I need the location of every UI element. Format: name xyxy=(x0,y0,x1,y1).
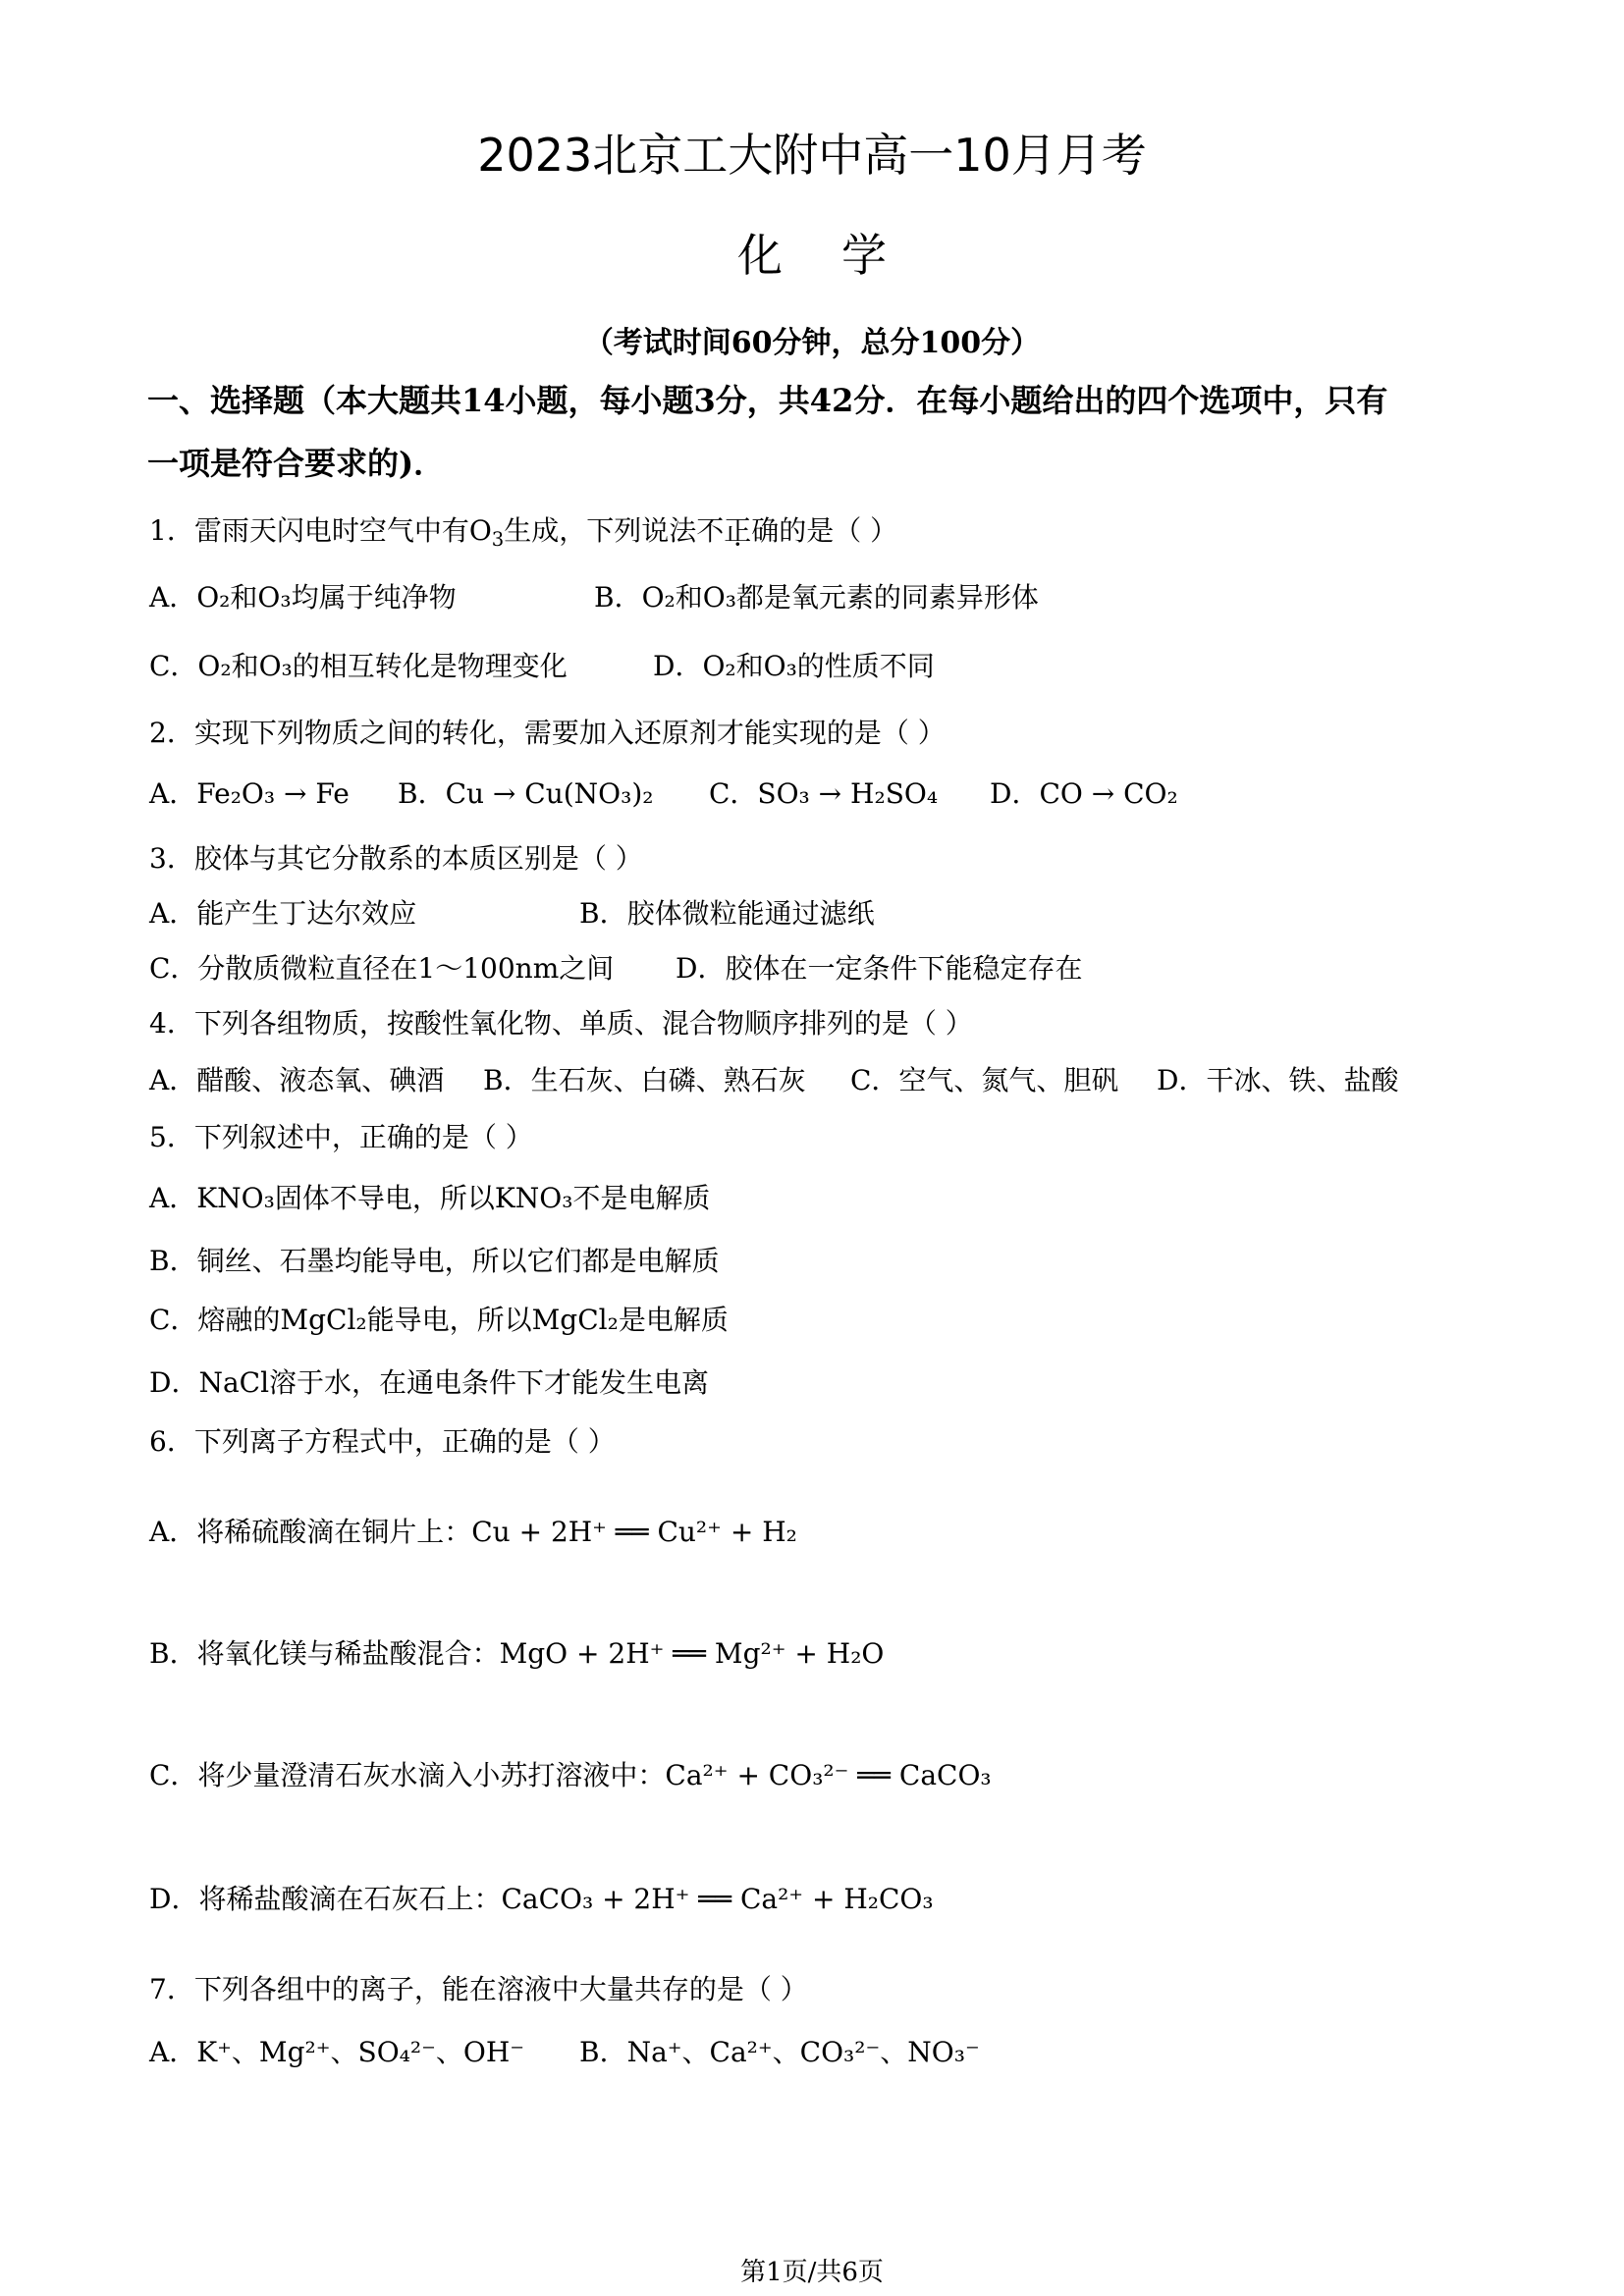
q4-option-b: B．生石灰、白磷、熟石灰 xyxy=(483,1064,806,1096)
q6-option-b: B．将氧化镁与稀盐酸混合：MgO + 2H⁺ ══ Mg²⁺ + H₂O xyxy=(149,1637,885,1670)
q2-option-d: D．CO → CO₂ xyxy=(990,777,1178,810)
q4-option-a: A．醋酸、液态氧、碘酒 xyxy=(149,1064,445,1096)
exam-note: （考试时间60分钟，总分100分） xyxy=(583,326,1041,360)
q2-option-b: B．Cu → Cu(NO₃)₂ xyxy=(398,777,654,810)
q1-emphasis-text: 不正确 xyxy=(696,514,780,547)
q1-stem-subscript: 3 xyxy=(491,527,505,551)
q5-option-c: C．熔融的MgCl₂能导电，所以MgCl₂是电解质 xyxy=(149,1304,729,1336)
q5-option-d: D．NaCl溶于水，在通电条件下才能发生电离 xyxy=(149,1366,710,1399)
q3-option-b: B．胶体微粒能通过滤纸 xyxy=(579,897,875,930)
q3-option-c: C．分散质微粒直径在1～100nm之间 xyxy=(149,952,615,985)
q1-stem-part-b: 生成，下列说法 xyxy=(504,514,697,547)
q1-stem-part-c: 的是（ ） xyxy=(779,514,898,547)
q7-stem: 7．下列各组中的离子，能在溶液中大量共存的是（ ） xyxy=(149,1973,808,2005)
q2-option-c: C．SO₃ → H₂SO₄ xyxy=(709,777,939,810)
q1-option-d: D．O₂和O₃的性质不同 xyxy=(653,650,935,682)
page-number: 第1页/共6页 xyxy=(740,2258,884,2287)
q3-option-d: D．胶体在一定条件下能稳定存在 xyxy=(676,952,1083,985)
q7-option-a: A．K⁺、Mg²⁺、SO₄²⁻、OH⁻ xyxy=(149,2036,525,2068)
q5-stem: 5．下列叙述中，正确的是（ ） xyxy=(149,1121,533,1153)
subject-title: 化学 xyxy=(737,229,946,282)
q6-option-c: C．将少量澄清石灰水滴入小苏打溶液中：Ca²⁺ + CO₃²⁻ ══ CaCO₃ xyxy=(149,1759,992,1791)
q3-option-a: A．能产生丁达尔效应 xyxy=(149,897,417,930)
q1-stem xyxy=(149,514,897,557)
q1-option-b: B．O₂和O₃都是氧元素的同素异形体 xyxy=(594,581,1039,614)
q5-option-a: A．KNO₃固体不导电，所以KNO₃不是电解质 xyxy=(149,1182,711,1214)
section-heading-line1: 一、选择题（本大题共14小题，每小题3分，共42分．在每小题给出的四个选项中，只有 xyxy=(147,382,1388,419)
q6-option-a: A．将稀硫酸滴在铜片上：Cu + 2H⁺ ══ Cu²⁺ + H₂ xyxy=(149,1516,797,1548)
exam-title: 2023北京工大附中高一10月月考 xyxy=(477,129,1147,182)
q2-option-a: A．Fe₂O₃ → Fe xyxy=(149,777,350,810)
q5-option-b: B．铜丝、石墨均能导电，所以它们都是电解质 xyxy=(149,1245,720,1277)
q4-option-d: D．干冰、铁、盐酸 xyxy=(1157,1064,1399,1096)
q7-option-b: B．Na⁺、Ca²⁺、CO₃²⁻、NO₃⁻ xyxy=(579,2036,980,2068)
section-heading-line2: 一项是符合要求的)． xyxy=(147,445,446,482)
q1-option-c: C．O₂和O₃的相互转化是物理变化 xyxy=(149,650,568,682)
q3-stem: 3．胶体与其它分散系的本质区别是（ ） xyxy=(149,842,643,875)
q4-stem: 4．下列各组物质，按酸性氧化物、单质、混合物顺序排列的是（ ） xyxy=(149,1007,973,1040)
q6-option-d: D．将稀盐酸滴在石灰石上：CaCO₃ + 2H⁺ ══ Ca²⁺ + H₂CO₃ xyxy=(149,1883,934,1915)
q1-stem-part-a: 1．雷雨天闪电时空气中有O xyxy=(149,514,492,547)
q6-stem: 6．下列离子方程式中，正确的是（ ） xyxy=(149,1425,616,1458)
q1-option-a: A．O₂和O₃均属于纯净物 xyxy=(149,581,457,614)
q4-option-c: C．空气、氮气、胆矾 xyxy=(850,1064,1119,1096)
q2-stem: 2．实现下列物质之间的转化，需要加入还原剂才能实现的是（ ） xyxy=(149,717,946,749)
